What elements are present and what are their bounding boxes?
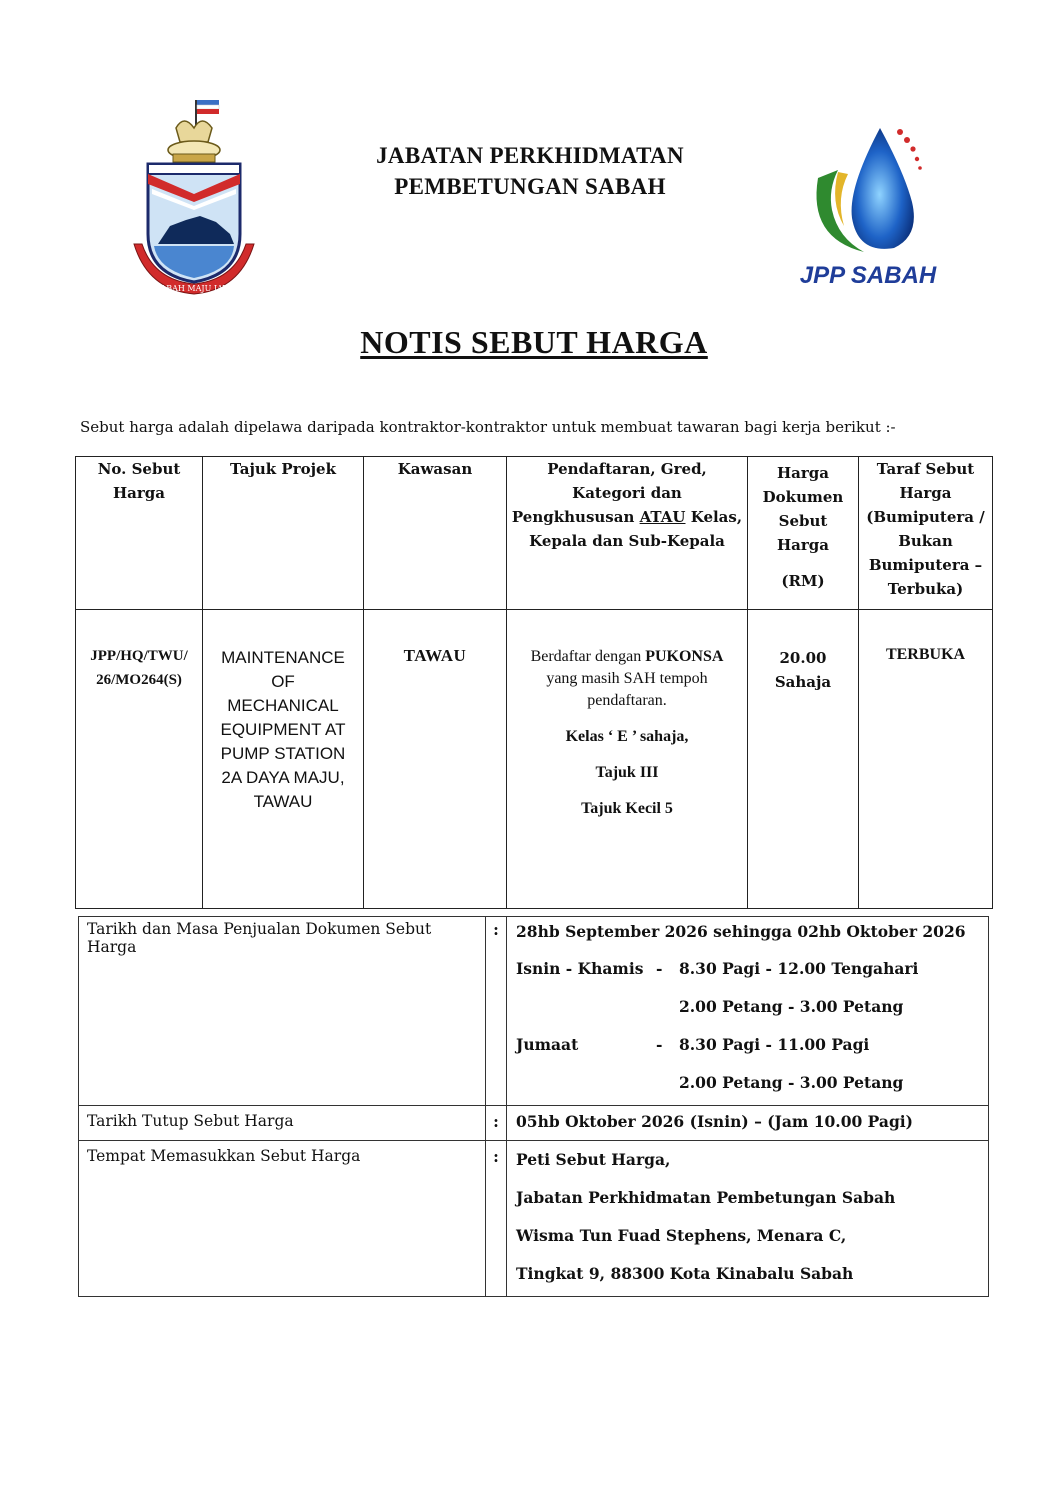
place-line: Tingkat 9, 88300 Kota Kinabalu Sabah <box>516 1264 854 1283</box>
sabah-crest-logo <box>128 94 258 300</box>
registration-head: Tajuk III <box>595 764 659 781</box>
place-label: Tempat Memasukkan Sebut Harga <box>79 1141 486 1297</box>
jpp-sabah-drop-logo <box>808 118 928 258</box>
place-line: Wisma Tun Fuad Stephens, Menara C, <box>516 1226 847 1245</box>
sale-slot: Isnin - Khamis - 8.30 Pagi - 12.00 Tengahari <box>516 959 919 978</box>
header-registration: Pendaftaran, Gred, Kategori dan Pengkhususan ATAU Kelas, Kepala dan Sub-Kepala <box>507 457 748 610</box>
sale-label: Tarikh dan Masa Penjualan Dokumen Sebut Harga <box>79 917 486 1106</box>
sale-period: 28hb September 2026 sehingga 02hb Oktober 2026 <box>516 922 966 941</box>
place-row <box>79 1141 989 1297</box>
close-value: 05hb Oktober 2026 (Isnin) – (Jam 10.00 Pagi) <box>507 1106 989 1141</box>
sale-slot: 2.00 Petang - 3.00 Petang <box>679 1073 904 1092</box>
department-name-line2: PEMBETUNGAN SABAH <box>394 174 666 199</box>
sale-slot: Jumaat - 8.30 Pagi - 11.00 Pagi <box>516 1035 870 1054</box>
close-label: Tarikh Tutup Sebut Harga <box>79 1106 486 1141</box>
place-line: Peti Sebut Harga, <box>516 1150 671 1169</box>
header-status: Taraf Sebut Harga (Bumiputera / Bukan Bumiputera – Terbuka) <box>859 457 993 610</box>
place-line: Jabatan Perkhidmatan Pembetungan Sabah <box>516 1188 896 1207</box>
close-colon: : <box>486 1106 507 1141</box>
svg-text:SABAH MAJU JAYA: SABAH MAJU JAYA <box>155 284 233 293</box>
registration-class: Kelas ‘ E ’ sahaja, <box>565 728 689 745</box>
close-row <box>79 1106 989 1141</box>
sale-slot: 2.00 Petang - 3.00 Petang <box>679 997 904 1016</box>
sale-value <box>507 917 989 1106</box>
schedule-table <box>78 916 989 1297</box>
place-value <box>507 1141 989 1297</box>
department-name <box>330 140 730 202</box>
quotation-number: JPP/HQ/TWU/ 26/MO264(S) <box>76 610 203 909</box>
jpp-sabah-logo-label: JPP SABAH <box>799 262 937 289</box>
table-row <box>76 610 993 909</box>
quotation-status: TERBUKA <box>859 610 993 909</box>
header-price: Harga Dokumen Sebut Harga (RM) <box>748 457 859 610</box>
intro-text: Sebut harga adalah dipelawa daripada kontraktor-kontraktor untuk membuat tawaran bagi kerja berikut :- <box>80 418 896 436</box>
header-ref: No. Sebut Harga <box>76 457 203 610</box>
table-header-row <box>76 457 993 610</box>
department-name-line1: JABATAN PERKHIDMATAN <box>376 143 684 168</box>
header-title: Tajuk Projek <box>203 457 364 610</box>
document-price: 20.00 Sahaja <box>748 610 859 909</box>
project-area: TAWAU <box>364 610 507 909</box>
registration-requirements: Berdaftar dengan PUKONSA yang masih SAH tempoh pendaftaran. Kelas ‘ E ’ sahaja, Tajuk III Tajuk Kecil 5 <box>507 610 748 909</box>
registration-subhead: Tajuk Kecil 5 <box>581 800 673 817</box>
sale-row <box>79 917 989 1106</box>
header-area: Kawasan <box>364 457 507 610</box>
project-title: MAINTENANCE OF MECHANICAL EQUIPMENT AT PUMP STATION 2A DAYA MAJU, TAWAU <box>203 610 364 909</box>
sale-colon: : <box>486 917 507 1106</box>
notice-title: NOTIS SEBUT HARGA <box>360 324 708 360</box>
quotation-table <box>75 456 993 909</box>
place-colon: : <box>486 1141 507 1297</box>
